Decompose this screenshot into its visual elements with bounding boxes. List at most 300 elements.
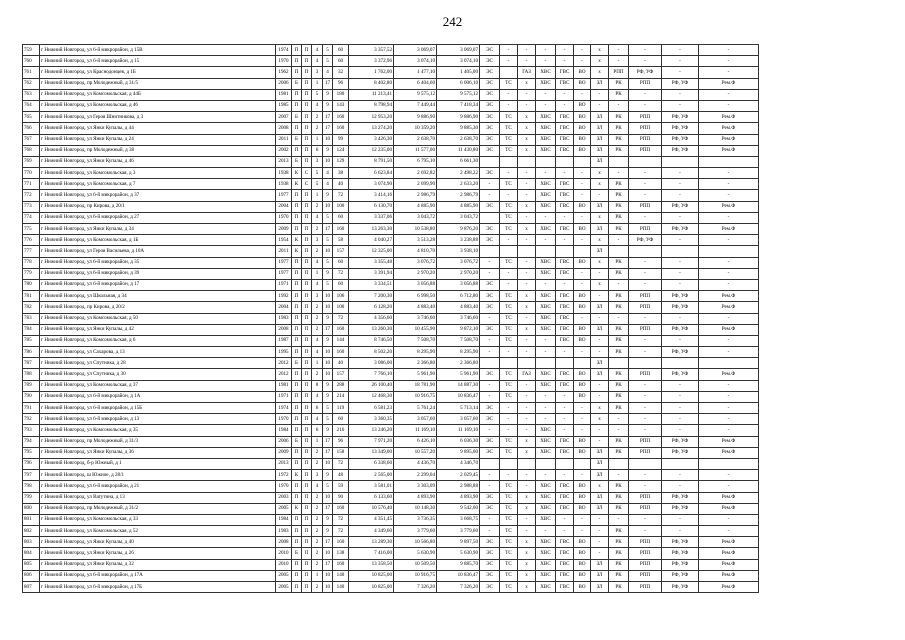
cell-wall-material: К — [292, 179, 302, 190]
cell-floor-type: П — [302, 347, 312, 358]
cell-apartments: 90 — [333, 492, 349, 503]
cell-living-area: 4 885,90 — [394, 201, 437, 212]
cell-repair-fund: - — [699, 235, 759, 246]
cell-hot-water — [556, 156, 574, 167]
cell-hot-water: - — [556, 526, 574, 537]
cell-floor-type: П — [302, 369, 312, 380]
cell-floor-type: П — [302, 123, 312, 134]
cell-apartments: 72 — [333, 268, 349, 279]
cell-gas: - — [518, 100, 536, 111]
cell-gas: - — [518, 347, 536, 358]
cell-sewerage: - — [574, 268, 591, 279]
cell-address: г Нижний Новгород, ул 6-й микрорайон, д 17 — [40, 279, 276, 290]
cell-ppa-system: РПП — [629, 201, 662, 212]
cell-repair-fund: Рем.Ф — [699, 224, 759, 235]
cell-ppa-system: РФ, УФ — [629, 235, 662, 246]
cell-heating: - — [500, 235, 518, 246]
cell-apartments: 58 — [333, 235, 349, 246]
cell-total-area: 8 798,94 — [349, 100, 394, 111]
cell-entrances: 4 — [312, 45, 323, 56]
cell-elevator: - — [591, 514, 609, 525]
cell-floor-type: П — [302, 212, 312, 223]
cell-sewerage: ВО — [574, 302, 591, 313]
cell-living-area: 6 404,60 — [394, 78, 437, 89]
page-number: 242 — [442, 14, 463, 29]
cell-electricity: ЭС — [480, 302, 500, 313]
cell-gas: х — [518, 145, 536, 156]
cell-facade-roof: - — [662, 190, 699, 201]
cell-refuse-chute: РК — [609, 212, 629, 223]
cell-electricity: - — [480, 481, 500, 492]
cell-facade-roof: - — [662, 56, 699, 67]
cell-cold-water: ХВС — [536, 324, 556, 335]
cell-cold-water: - — [536, 89, 556, 100]
cell-refuse-chute: РК — [609, 380, 629, 391]
cell-heating: - — [500, 425, 518, 436]
cell-apartments: 124 — [333, 145, 349, 156]
cell-wall-material: П — [292, 89, 302, 100]
cell-residential-area: 3 076,72 — [437, 257, 480, 268]
cell-elevator: х — [591, 257, 609, 268]
cell-refuse-chute: РК — [609, 481, 629, 492]
cell-wall-material: Б — [292, 548, 302, 559]
cell-year-built: 1954 — [276, 235, 292, 246]
cell-heating: ТС — [500, 123, 518, 134]
cell-hot-water: - — [556, 89, 574, 100]
cell-floors: 10 — [323, 201, 333, 212]
cell-wall-material: П — [292, 514, 302, 525]
cell-cold-water: ХВС — [536, 503, 556, 514]
cell-hot-water: ГВС — [556, 481, 574, 492]
cell-residential-area: 6 712,80 — [437, 291, 480, 302]
cell-wall-material: П — [292, 291, 302, 302]
cell-wall-material: П — [292, 67, 302, 78]
cell-wall-material: П — [292, 458, 302, 469]
cell-floors: 10 — [323, 458, 333, 469]
cell-entrances: 2 — [312, 447, 323, 458]
cell-floors: 10 — [323, 358, 333, 369]
cell-gas: - — [518, 470, 536, 481]
cell-ppa-system: - — [629, 179, 662, 190]
cell-elevator: - — [591, 335, 609, 346]
cell-year-built: 1995 — [276, 347, 292, 358]
cell-total-area: 11 213,41 — [349, 89, 394, 100]
cell-entrances: 4 — [312, 347, 323, 358]
cell-living-area: 5 630,90 — [394, 548, 437, 559]
cell-living-area: 3 736,35 — [394, 514, 437, 525]
cell-cold-water: - — [536, 391, 556, 402]
cell-repair-fund: Рем.Ф — [699, 537, 759, 548]
cell-electricity: ЭС — [480, 369, 500, 380]
cell-address: г Нижний Новгород, пр Кирова, д 20/1 — [40, 201, 276, 212]
cell-ppa-system: - — [629, 45, 662, 56]
cell-address: г Нижний Новгород, б-р Южный, д 1 — [40, 458, 276, 469]
cell-gas: - — [518, 391, 536, 402]
cell-year-built: 2011 — [276, 134, 292, 145]
cell-residential-area: 3 043,72 — [437, 212, 480, 223]
cell-residential-area: 9 872,10 — [437, 324, 480, 335]
cell-electricity: ЭС — [480, 78, 500, 89]
cell-apartments: 40 — [333, 358, 349, 369]
cell-refuse-chute: РК — [609, 89, 629, 100]
cell-living-area: 3 076,72 — [394, 257, 437, 268]
cell-facade-roof — [662, 156, 699, 167]
cell-living-area: 2 692,82 — [394, 168, 437, 179]
cell-address: г Нижний Новгород, ул Янки Купалы, д 44 — [40, 123, 276, 134]
cell-total-area: 7 766,10 — [349, 369, 394, 380]
cell-facade-roof — [662, 246, 699, 257]
cell-facade-roof: - — [662, 481, 699, 492]
cell-electricity — [480, 156, 500, 167]
cell-facade-roof: - — [662, 313, 699, 324]
cell-apartments: 157 — [333, 369, 349, 380]
cell-facade-roof: РФ, УФ — [662, 537, 699, 548]
cell-sewerage: - — [574, 514, 591, 525]
cell-entrances: 2 — [312, 246, 323, 257]
cell-total-area: 3 074,90 — [349, 179, 394, 190]
cell-living-area: 11 577,00 — [394, 145, 437, 156]
cell-floor-type: П — [302, 235, 312, 246]
cell-apartments: 143 — [333, 100, 349, 111]
cell-total-area: 3 086,00 — [349, 358, 394, 369]
cell-total-area: 8 402,80 — [349, 78, 394, 89]
cell-floors: 4 — [323, 179, 333, 190]
table-row — [23, 425, 759, 436]
cell-wall-material: П — [292, 369, 302, 380]
cell-gas: - — [518, 380, 536, 391]
cell-hot-water: ГВС — [556, 201, 574, 212]
cell-gas: - — [518, 89, 536, 100]
cell-living-area: 3 043,72 — [394, 212, 437, 223]
cell-sewerage: ВО — [574, 447, 591, 458]
cell-hot-water: ГВС — [556, 548, 574, 559]
cell-gas: - — [518, 190, 536, 201]
cell-elevator: ЗЛ — [591, 470, 609, 481]
cell-floors: 17 — [323, 224, 333, 235]
table-row — [23, 492, 759, 503]
cell-facade-roof: - — [662, 470, 699, 481]
cell-electricity: ЭС — [480, 403, 500, 414]
cell-ppa-system: РПП — [629, 582, 662, 593]
cell-wall-material: П — [292, 425, 302, 436]
cell-refuse-chute: - — [609, 414, 629, 425]
cell-ppa-system: РПП — [629, 492, 662, 503]
cell-repair-fund: - — [699, 313, 759, 324]
cell-facade-roof: - — [662, 279, 699, 290]
cell-refuse-chute: РК — [609, 224, 629, 235]
cell-cold-water: - — [536, 414, 556, 425]
cell-hot-water: - — [556, 168, 574, 179]
cell-living-area: 3 513,28 — [394, 235, 437, 246]
cell-repair-fund: Рем.Ф — [699, 145, 759, 156]
cell-gas: - — [518, 268, 536, 279]
cell-elevator: ЗЛ — [591, 559, 609, 570]
cell-electricity: ЭС — [480, 492, 500, 503]
cell-elevator: - — [591, 190, 609, 201]
cell-residential-area: 2 986,79 — [437, 190, 480, 201]
cell-ppa-system: - — [629, 190, 662, 201]
cell-elevator: - — [591, 347, 609, 358]
cell-entrances: 1 — [312, 78, 323, 89]
cell-cold-water: ХВС — [536, 514, 556, 525]
cell-residential-area: 7 326,20 — [437, 582, 480, 593]
table-row — [23, 212, 759, 223]
cell-ppa-system — [629, 156, 662, 167]
cell-wall-material: Б — [292, 112, 302, 123]
cell-residential-area: 9 575,12 — [437, 89, 480, 100]
cell-heating: ТС — [500, 224, 518, 235]
cell-repair-fund: Рем.Ф — [699, 447, 759, 458]
cell-electricity: - — [480, 347, 500, 358]
cell-refuse-chute: РК — [609, 112, 629, 123]
cell-address: г Нижний Новгород, ул Янки Купалы, д 34 — [40, 224, 276, 235]
cell-repair-fund: - — [699, 425, 759, 436]
cell-apartments: 119 — [333, 403, 349, 414]
cell-apartments: 160 — [333, 559, 349, 570]
cell-hot-water: ГВС — [556, 570, 574, 581]
cell-refuse-chute: - — [609, 514, 629, 525]
table-row — [23, 302, 759, 313]
cell-hot-water: ГВС — [556, 145, 574, 156]
cell-row-number: 783 — [23, 313, 40, 324]
cell-facade-roof: РФ, УФ — [662, 302, 699, 313]
cell-electricity — [480, 458, 500, 469]
cell-total-area: 6 623,84 — [349, 168, 394, 179]
cell-address: г Нижний Новгород, ул Янки Купалы, д 26 — [40, 548, 276, 559]
cell-facade-roof: - — [662, 235, 699, 246]
cell-residential-area: 3 056,88 — [437, 279, 480, 290]
cell-cold-water: ХВС — [536, 78, 556, 89]
cell-entrances: 2 — [312, 112, 323, 123]
cell-address: г Нижний Новгород, ул Спутника, д 30 — [40, 369, 276, 380]
cell-residential-area: 9 885,70 — [437, 559, 480, 570]
cell-repair-fund — [699, 246, 759, 257]
cell-year-built: 1977 — [276, 268, 292, 279]
cell-gas: х — [518, 537, 536, 548]
cell-refuse-chute: РК — [609, 391, 629, 402]
cell-entrances: 2 — [312, 582, 323, 593]
cell-elevator: - — [591, 100, 609, 111]
cell-sewerage: - — [574, 313, 591, 324]
cell-living-area: 6 998,50 — [394, 291, 437, 302]
cell-heating: ТС — [500, 291, 518, 302]
cell-electricity: ЭС — [480, 503, 500, 514]
cell-entrances: 4 — [312, 391, 323, 402]
table-row — [23, 268, 759, 279]
cell-ppa-system — [629, 246, 662, 257]
cell-floors: 9 — [323, 190, 333, 201]
cell-address: г Нижний Новгород, ул Краснодонцев, д 1Б — [40, 67, 276, 78]
cell-heating: - — [500, 347, 518, 358]
cell-entrances: 1 — [312, 268, 323, 279]
cell-residential-area: 3 938,10 — [437, 246, 480, 257]
cell-ppa-system: РФ, УФ — [629, 67, 662, 78]
cell-refuse-chute: РК — [609, 526, 629, 537]
cell-address: г Нижний Новгород, пр Молодежный, д 31/2 — [40, 503, 276, 514]
cell-entrances: 6 — [312, 145, 323, 156]
cell-cold-water: ХВС — [536, 313, 556, 324]
cell-entrances: 3 — [312, 470, 323, 481]
cell-heating: - — [500, 414, 518, 425]
cell-floor-type: П — [302, 582, 312, 593]
cell-wall-material: П — [292, 380, 302, 391]
cell-row-number: 803 — [23, 537, 40, 548]
cell-heating: ТС — [500, 391, 518, 402]
cell-residential-area: 9 897,50 — [437, 537, 480, 548]
cell-address: г Нижний Новгород, ул Янки Купалы, д 32 — [40, 559, 276, 570]
cell-wall-material: П — [292, 123, 302, 134]
cell-sewerage: ВО — [574, 224, 591, 235]
cell-elevator: ЗЛ — [591, 78, 609, 89]
table-row — [23, 503, 759, 514]
cell-wall-material: П — [292, 559, 302, 570]
cell-residential-area: 7 418,34 — [437, 100, 480, 111]
cell-apartments: 140 — [333, 582, 349, 593]
cell-sewerage: - — [574, 347, 591, 358]
table-row — [23, 134, 759, 145]
cell-electricity: - — [480, 380, 500, 391]
cell-year-built: 1992 — [276, 291, 292, 302]
cell-elevator: - — [591, 380, 609, 391]
cell-cold-water — [536, 156, 556, 167]
table-row — [23, 179, 759, 190]
cell-ppa-system: - — [629, 425, 662, 436]
cell-sewerage: ВО — [574, 380, 591, 391]
cell-electricity: ЭС — [480, 89, 500, 100]
cell-floors: 9 — [323, 100, 333, 111]
cell-residential-area: 1 405,00 — [437, 67, 480, 78]
cell-repair-fund: - — [699, 335, 759, 346]
cell-total-area: 3 581,01 — [349, 481, 394, 492]
cell-address: г Нижний Новгород, ул 6-й микрорайон, д 21 — [40, 481, 276, 492]
cell-apartments: 99 — [333, 134, 349, 145]
cell-heating: ТС — [500, 335, 518, 346]
cell-refuse-chute: РК — [609, 268, 629, 279]
cell-facade-roof: РФ, УФ — [662, 436, 699, 447]
cell-sewerage: ВО — [574, 123, 591, 134]
cell-hot-water: ГВС — [556, 67, 574, 78]
cell-entrances: 4 — [312, 335, 323, 346]
cell-heating: - — [500, 168, 518, 179]
cell-ppa-system: - — [629, 268, 662, 279]
cell-heating: - — [500, 56, 518, 67]
cell-gas: х — [518, 134, 536, 145]
cell-hot-water: ГВС — [556, 257, 574, 268]
cell-sewerage — [574, 246, 591, 257]
cell-row-number: 804 — [23, 548, 40, 559]
cell-sewerage: ВО — [574, 257, 591, 268]
cell-repair-fund — [699, 156, 759, 167]
cell-electricity: - — [480, 257, 500, 268]
cell-facade-roof: РФ, УФ — [662, 134, 699, 145]
cell-ppa-system: РПП — [629, 559, 662, 570]
cell-entrances: 2 — [312, 123, 323, 134]
cell-address: г Нижний Новгород, ул 6-й микрорайон, д 1А — [40, 391, 276, 402]
cell-floors: 9 — [323, 313, 333, 324]
table-row — [23, 145, 759, 156]
cell-floors: 9 — [323, 89, 333, 100]
table-row — [23, 537, 759, 548]
cell-wall-material: П — [292, 391, 302, 402]
cell-address: г Нижний Новгород, ул Героя Шнитникова, д 3 — [40, 112, 276, 123]
cell-cold-water: - — [536, 347, 556, 358]
table-row — [23, 458, 759, 469]
cell-total-area: 1 762,00 — [349, 67, 394, 78]
cell-cold-water: ХВС — [536, 268, 556, 279]
cell-facade-roof: - — [662, 526, 699, 537]
cell-sewerage — [574, 458, 591, 469]
cell-electricity: ЭС — [480, 548, 500, 559]
cell-row-number: 768 — [23, 145, 40, 156]
cell-heating: ТС — [500, 212, 518, 223]
cell-hot-water: ГВС — [556, 537, 574, 548]
table-row — [23, 436, 759, 447]
cell-floors: 9 — [323, 268, 333, 279]
cell-year-built: 1970 — [276, 414, 292, 425]
cell-entrances: 4 — [312, 100, 323, 111]
cell-hot-water: - — [556, 514, 574, 525]
cell-year-built: 2004 — [276, 302, 292, 313]
cell-address: г Нижний Новгород, пр Молодежный, д 31/5 — [40, 78, 276, 89]
cell-hot-water: - — [556, 45, 574, 56]
cell-heating: - — [500, 470, 518, 481]
cell-repair-fund: Рем.Ф — [699, 291, 759, 302]
cell-row-number: 788 — [23, 369, 40, 380]
cell-floor-type: П — [302, 391, 312, 402]
cell-year-built: 2007 — [276, 112, 292, 123]
cell-refuse-chute: РК — [609, 134, 629, 145]
cell-living-area: 5 761,24 — [394, 403, 437, 414]
cell-gas: х — [518, 447, 536, 458]
cell-address: г Нижний Новгород, ул 6-й микрорайон, д 15В — [40, 45, 276, 56]
cell-address: г Нижний Новгород, ш Южное, д 28/1 — [40, 470, 276, 481]
cell-residential-area: 2 498,22 — [437, 168, 480, 179]
cell-heating: - — [500, 268, 518, 279]
cell-row-number: 790 — [23, 391, 40, 402]
cell-repair-fund: Рем.Ф — [699, 324, 759, 335]
cell-repair-fund: Рем.Ф — [699, 570, 759, 581]
cell-row-number: 771 — [23, 179, 40, 190]
cell-residential-area: 2 638,70 — [437, 134, 480, 145]
cell-apartments: 60 — [333, 414, 349, 425]
cell-apartments: 38 — [333, 168, 349, 179]
cell-residential-area: 9 542,00 — [437, 503, 480, 514]
cell-wall-material: П — [292, 145, 302, 156]
table-row — [23, 403, 759, 414]
cell-repair-fund: Рем.Ф — [699, 201, 759, 212]
cell-total-area: 3 334,51 — [349, 279, 394, 290]
cell-hot-water: - — [556, 425, 574, 436]
cell-row-number: 784 — [23, 324, 40, 335]
cell-refuse-chute: РК — [609, 347, 629, 358]
cell-heating: ТС — [500, 179, 518, 190]
cell-address: г Нижний Новгород, ул 6-й микрорайон, д 39 — [40, 268, 276, 279]
cell-hot-water: ГВС — [556, 503, 574, 514]
cell-floor-type: П — [302, 78, 312, 89]
cell-residential-area: 9 886,90 — [437, 112, 480, 123]
cell-repair-fund: - — [699, 257, 759, 268]
table-row — [23, 391, 759, 402]
cell-wall-material: П — [292, 56, 302, 67]
cell-refuse-chute: РК — [609, 492, 629, 503]
cell-year-built: 1983 — [276, 526, 292, 537]
cell-gas: х — [518, 570, 536, 581]
cell-living-area: 8 295,90 — [394, 347, 437, 358]
cell-hot-water: ГВС — [556, 190, 574, 201]
cell-refuse-chute: - — [609, 100, 629, 111]
cell-address: г Нижний Новгород, ул 6-й микрорайон, д 37 — [40, 190, 276, 201]
cell-hot-water: - — [556, 403, 574, 414]
